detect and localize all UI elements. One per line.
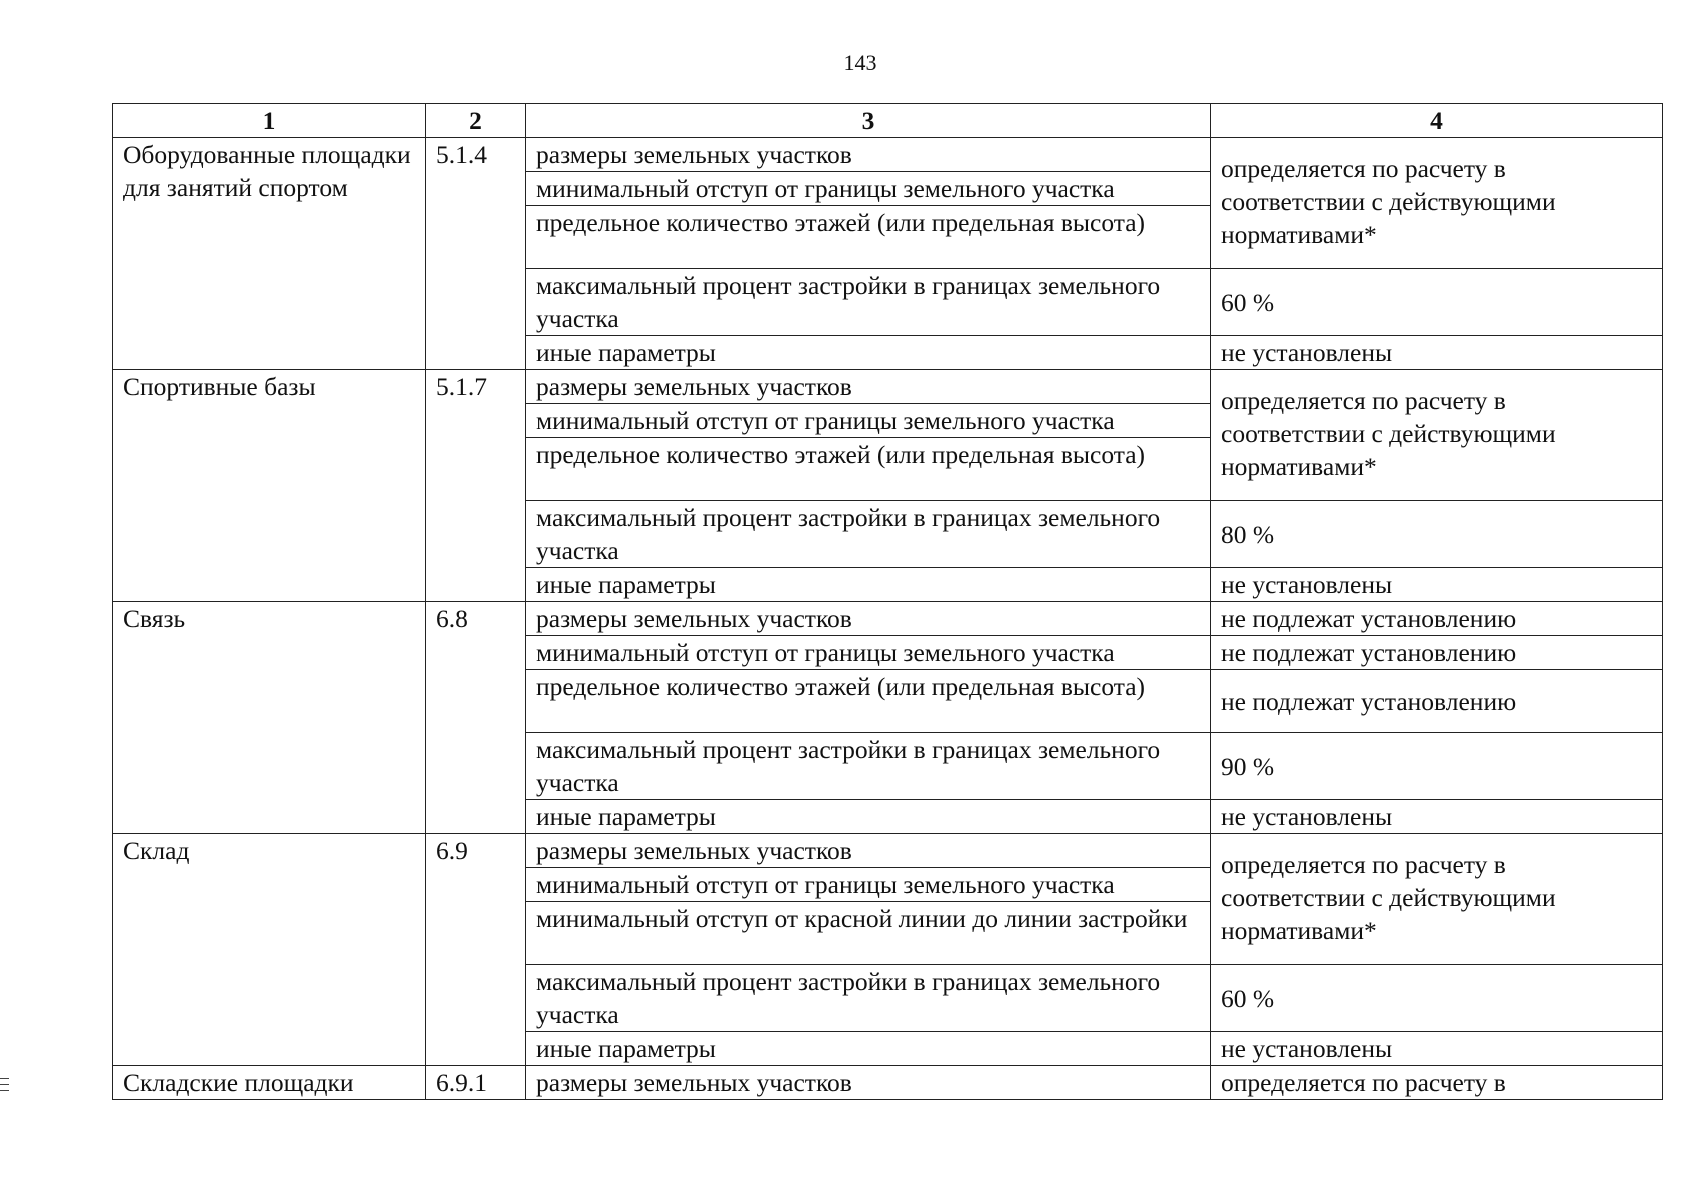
param-cell: минимальный отступ от границы земельного участка: [526, 404, 1211, 438]
land-use-name: Складские площадки: [113, 1066, 426, 1100]
land-use-name: Склад: [113, 834, 426, 1066]
table-row: [113, 138, 1663, 172]
param-cell: минимальный отступ от границы земельного участка: [526, 636, 1211, 670]
param-cell: предельное количество этажей (или предельная высота): [526, 670, 1211, 733]
value-cell: определяется по расчету в соответствии с действующими нормативами*: [1211, 138, 1663, 269]
land-use-name: Оборудованные площадки для занятий спортом: [113, 138, 426, 370]
param-cell: размеры земельных участков: [526, 602, 1211, 636]
param-cell: размеры земельных участков: [526, 834, 1211, 868]
param-cell: минимальный отступ от границы земельного участка: [526, 868, 1211, 902]
param-cell: иные параметры: [526, 800, 1211, 834]
value-cell: не подлежат установлению: [1211, 670, 1663, 733]
param-cell: предельное количество этажей (или предельная высота): [526, 206, 1211, 269]
param-cell: иные параметры: [526, 1032, 1211, 1066]
land-use-name: Связь: [113, 602, 426, 834]
header-col-3: 3: [526, 104, 1211, 138]
param-cell: размеры земельных участков: [526, 370, 1211, 404]
regulations-table: [112, 103, 1663, 1100]
header-col-2: 2: [426, 104, 526, 138]
table-header-row: [113, 104, 1663, 138]
param-cell: предельное количество этажей (или предельная высота): [526, 438, 1211, 501]
param-cell: иные параметры: [526, 336, 1211, 370]
table-row: [113, 834, 1663, 868]
table-row: [113, 602, 1663, 636]
param-cell: размеры земельных участков: [526, 138, 1211, 172]
margin-scan-marks: [0, 1078, 10, 1096]
land-use-code: 6.9: [426, 834, 526, 1066]
param-cell: максимальный процент застройки в границах земельного участка: [526, 269, 1211, 336]
land-use-code: 6.8: [426, 602, 526, 834]
land-use-name: Спортивные базы: [113, 370, 426, 602]
param-cell: максимальный процент застройки в границах земельного участка: [526, 965, 1211, 1032]
value-cell: 60 %: [1211, 269, 1663, 336]
header-col-1: 1: [113, 104, 426, 138]
value-cell: определяется по расчету в: [1211, 1066, 1663, 1100]
value-cell: не подлежат установлению: [1211, 602, 1663, 636]
page-number: 143: [843, 50, 877, 75]
param-cell: минимальный отступ от границы земельного участка: [526, 172, 1211, 206]
value-cell: определяется по расчету в соответствии с действующими нормативами*: [1211, 834, 1663, 965]
value-cell: не подлежат установлению: [1211, 636, 1663, 670]
header-col-4: 4: [1211, 104, 1663, 138]
value-cell: не установлены: [1211, 1032, 1663, 1066]
land-use-code: 5.1.4: [426, 138, 526, 370]
param-cell: максимальный процент застройки в границах земельного участка: [526, 733, 1211, 800]
table-row: [113, 370, 1663, 404]
param-cell: иные параметры: [526, 568, 1211, 602]
value-cell: 90 %: [1211, 733, 1663, 800]
param-cell: максимальный процент застройки в границах земельного участка: [526, 501, 1211, 568]
value-cell: не установлены: [1211, 568, 1663, 602]
land-use-code: 5.1.7: [426, 370, 526, 602]
value-cell: 60 %: [1211, 965, 1663, 1032]
param-cell: минимальный отступ от красной линии до линии застройки: [526, 902, 1211, 965]
param-cell: размеры земельных участков: [526, 1066, 1211, 1100]
value-cell: не установлены: [1211, 336, 1663, 370]
table-row: [113, 1066, 1663, 1100]
value-cell: определяется по расчету в соответствии с действующими нормативами*: [1211, 370, 1663, 501]
value-cell: не установлены: [1211, 800, 1663, 834]
value-cell: 80 %: [1211, 501, 1663, 568]
land-use-code: 6.9.1: [426, 1066, 526, 1100]
